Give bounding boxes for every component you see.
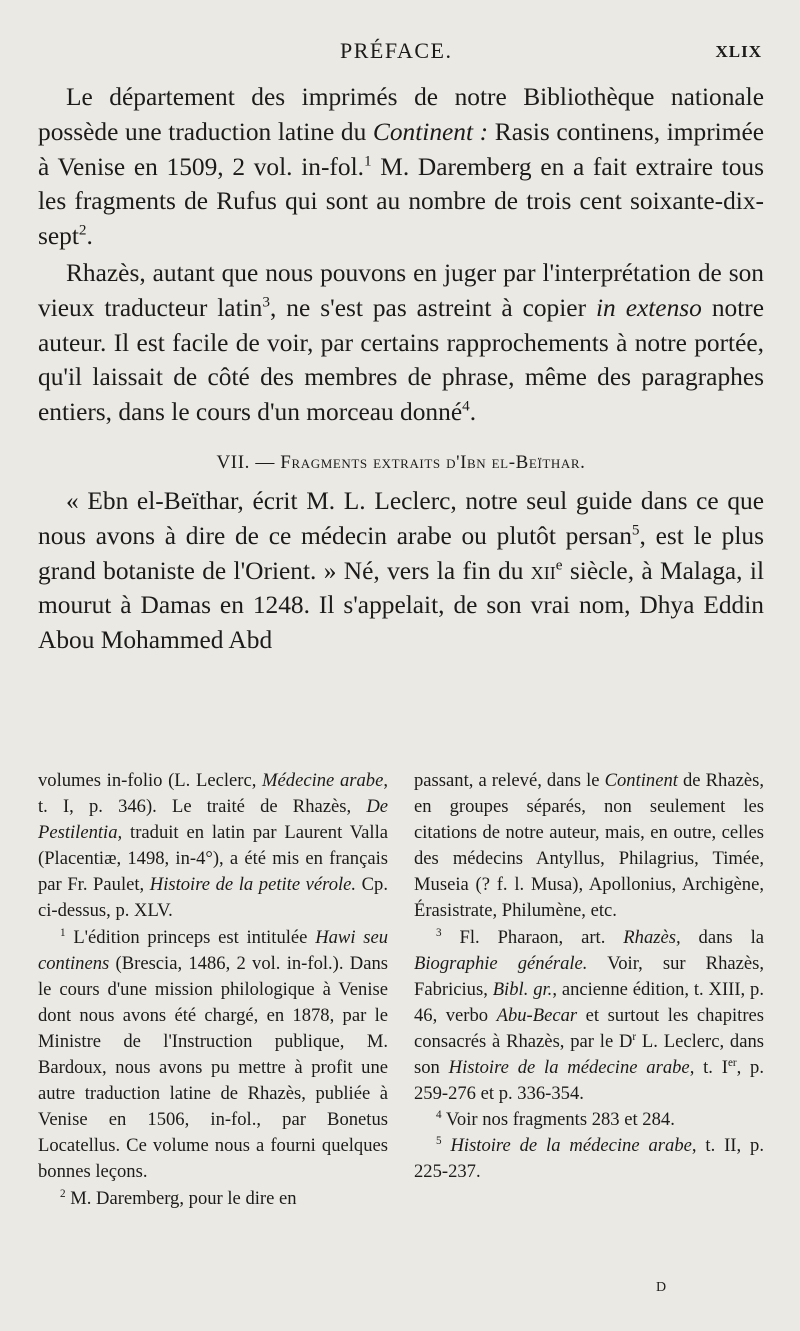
text-run: Rasis continens, imprimée à Venise en 1509, 2 vol. in-fol. [38, 117, 764, 181]
italic-run: Abu-Becar [496, 1004, 578, 1026]
text-run: notre auteur. Il est facile de voir, par certains rapprochements à notre portée, qu'il laissait de côté des membres de phrase, même des paragraphes entiers, dans le cours d'un morceau donné [38, 293, 764, 427]
text-run: « Ebn el-Beïthar, écrit M. L. Leclerc, notre seul guide dans ce que nous avons à dire de ce médecin arabe ou plutôt persan [38, 486, 764, 550]
running-head-title: PRÉFACE. [340, 38, 453, 63]
text-run: M. Daremberg en a fait extraire tous les fragments de Rufus qui sont au nombre de trois cent soixante-dix-sept [38, 152, 764, 251]
text-run: , t. I, p. 346). Le traité de Rhazès, [38, 770, 388, 818]
footnote-4 [414, 1107, 764, 1133]
text-run: Cp. ci-dessus, p. XLV. [38, 874, 389, 922]
text-run: , ancienne édition, t. XIII, p. 46, verbo [414, 978, 764, 1026]
italic-run: Médecine arabe [262, 770, 384, 791]
italic-run: Hawi seu continens [38, 926, 388, 974]
text-run: Voir, sur Rhazès, Fabricius, [414, 952, 765, 1000]
text-run: volumes in-folio (L. Leclerc, [38, 770, 263, 791]
text-run: , p. 259-276 et p. 336-354. [414, 1057, 764, 1105]
footnotes-left-column [38, 768, 388, 1212]
footnote-number: 4 [436, 1109, 442, 1122]
footnotes [38, 768, 764, 1212]
text-run: , t. I [689, 1057, 728, 1079]
section-number: VII. — [216, 451, 281, 473]
footnotes-right-column [414, 768, 764, 1212]
italic-run: Rhazès, [623, 926, 681, 948]
italic-run: Histoire de la petite vérole. [149, 874, 357, 896]
footnote-number: 1 [60, 926, 66, 939]
text-run: , t. II, p. 225-237. [414, 1135, 764, 1183]
text-run: Le département des imprimés de notre Bibliothèque nationale possède une traduction latine du [38, 83, 764, 146]
footnote-5 [414, 1133, 764, 1185]
text-run: , ne s'est pas astreint à copier [270, 293, 596, 322]
italic-run: Continent [604, 770, 678, 791]
footnote-ref-4: 4 [462, 397, 470, 415]
text-run: Fl. Pharaon, art. [441, 926, 624, 948]
section-heading [38, 452, 764, 474]
superscript: er [727, 1056, 737, 1069]
text-run: (Brescia, 1486, 2 vol. in-fol.). Dans le cours d'une mission philologique à Venise dont nous avons été chargé, en 1878, par le Ministre de l'Instruction publique, M. Bardoux, nous avons pu mettre à profit une autre traduction latine de Rhazès, publiée à Venise en 1506, in-fol., par Bonetus Locatellus. Ce volume nous a fourni quelques bonnes leçons. [38, 952, 388, 1183]
footnote-2-continuation [414, 768, 764, 925]
superscript: r [632, 1030, 637, 1043]
text-run: siècle, à Malaga, il mourut à Damas en 1248. Il s'appelait, de son vrai nom, Dhya Eddin Abou Mohammed Abd [38, 556, 764, 655]
italic-run: Bibl. gr. [492, 978, 553, 1000]
signature-mark: D [656, 1280, 668, 1295]
main-text [38, 80, 764, 658]
footnote-3 [414, 925, 764, 1108]
footnote-number: 5 [436, 1135, 442, 1148]
footnote-1 [38, 925, 388, 1186]
footnote-2 [38, 1186, 388, 1212]
section-title: Fragments extraits d'Ibn el-Beïthar. [280, 451, 586, 473]
paragraph-1 [38, 80, 764, 254]
text-run: M. Daremberg, pour le dire en [65, 1187, 297, 1209]
paragraph-3 [38, 484, 764, 658]
text-run: L'édition princeps est intitulée [65, 926, 316, 948]
italic-run: in extenso [596, 293, 702, 322]
text-run: traduit en latin par Laurent Valla (Placentiæ, 1498, in-4°), a été mis en français par Fr. Paulet, [38, 822, 388, 896]
text-run: passant, a relevé, dans le [414, 770, 605, 791]
italic-run: De Pestilentia, [38, 796, 388, 844]
italic-run: Biographie générale. [414, 952, 588, 974]
page-number: XLIX [715, 42, 762, 61]
text-run: . [469, 398, 477, 427]
italic-run: Histoire de la médecine arabe [450, 1135, 692, 1157]
footnote-number: 3 [436, 926, 442, 939]
text-run: de Rhazès, en groupes séparés, non seulement les citations de notre auteur, mais, en outre, celles des médecins Antyllus, Philagrius, Timée, Museia (? f. l. Musa), Apollonius, Archigène, Érasistrate, Philumène, etc. [414, 770, 764, 922]
footnote-ref-5: 5 [631, 521, 640, 539]
footnote-number: 2 [60, 1187, 66, 1200]
text-run: , est le plus grand botaniste de l'Orient. » Né, vers la fin du [38, 521, 765, 585]
text-run: . [86, 222, 93, 251]
footnote-continuation [38, 768, 388, 925]
text-run: et surtout les chapitres consacrés à Rhazès, par le D [414, 1004, 764, 1052]
italic-run: Histoire de la médecine arabe [448, 1057, 690, 1079]
footnote-ref-2: 2 [78, 221, 87, 239]
text-run: Rhazès, autant que nous pouvons en juger par l'interprétation de son vieux traducteur latin [38, 258, 764, 322]
text-run: dans la [680, 926, 764, 948]
footnote-ref-3: 3 [262, 293, 270, 311]
italic-run: Continent : [372, 117, 489, 146]
footnote-ref-1: 1 [363, 152, 372, 170]
running-head [0, 38, 800, 68]
paragraph-2 [38, 256, 764, 430]
ordinal-suffix: e [555, 556, 563, 574]
century-numeral: xii [530, 556, 556, 585]
text-run: L. Leclerc, dans son [414, 1030, 764, 1079]
text-run: Voir nos fragments 283 et 284. [441, 1109, 675, 1131]
